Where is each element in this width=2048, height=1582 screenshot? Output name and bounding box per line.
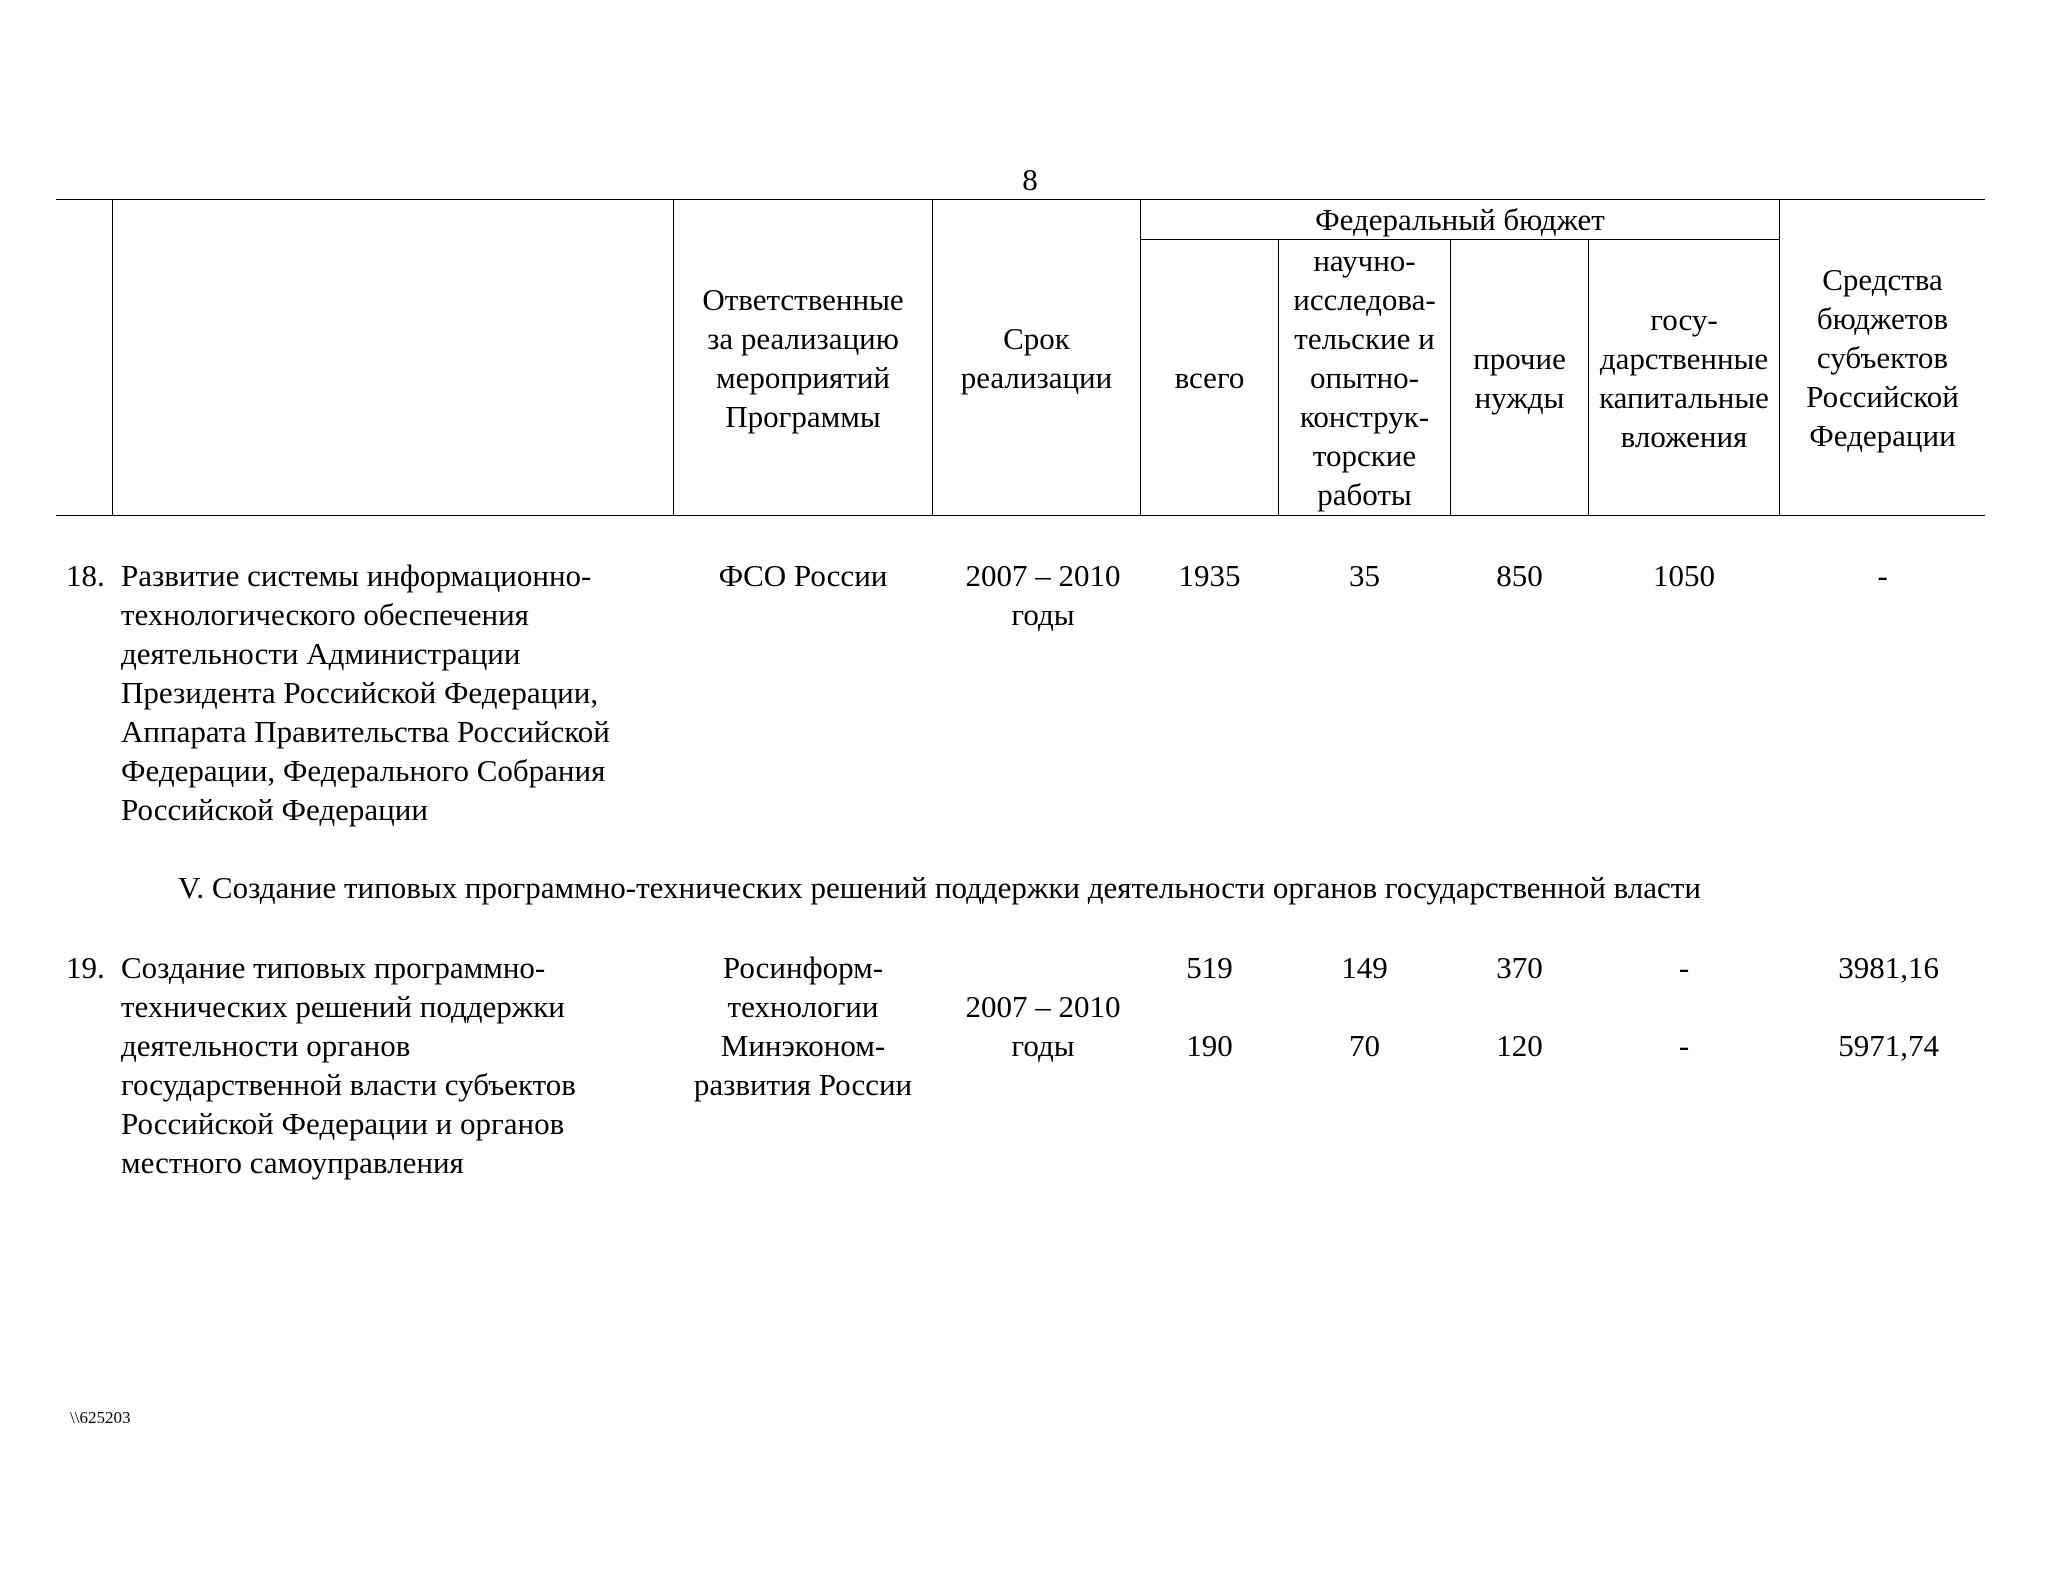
row-term bbox=[933, 556, 1153, 634]
row-total: 190 bbox=[1186, 1028, 1233, 1063]
page-number: 8 bbox=[1022, 162, 1038, 197]
row-capital: 1050 bbox=[1653, 558, 1715, 593]
header-federal-budget bbox=[1141, 200, 1779, 239]
row-responsible-line: ФСО России bbox=[718, 558, 888, 593]
header-total-label: всего bbox=[1174, 360, 1245, 395]
header-rnd-line: научно- bbox=[1313, 243, 1416, 278]
row-capital: - bbox=[1678, 950, 1690, 985]
header-responsible-line: Программы bbox=[725, 398, 881, 434]
row-regional: 5971,74 bbox=[1838, 1028, 1939, 1063]
row-name bbox=[121, 556, 610, 829]
header-regional-line: субъектов bbox=[1816, 340, 1949, 375]
row-rnd: 35 bbox=[1349, 558, 1380, 593]
header-regional bbox=[1780, 200, 1985, 515]
header-rnd-line: опытно- bbox=[1310, 360, 1419, 395]
header-term bbox=[933, 200, 1140, 515]
header-regional-line: бюджетов bbox=[1816, 301, 1949, 336]
section-heading: V. Создание типовых программно-технических решений поддержки деятельности органов государственной власти bbox=[178, 870, 1701, 905]
header-capital-line: госу- bbox=[1650, 301, 1718, 337]
row-total: 1935 bbox=[1178, 558, 1241, 593]
row-name-line: Создание типовых программно- bbox=[121, 950, 546, 985]
header-other-needs-line: нужды bbox=[1474, 379, 1565, 415]
row-name-line: Федерации, Федерального Собрания bbox=[121, 753, 606, 788]
row-term-line: 2007 – 2010 bbox=[965, 558, 1121, 593]
row-regional: - bbox=[1877, 558, 1888, 593]
row-responsible-line: Росинформ- bbox=[722, 950, 884, 985]
header-rnd bbox=[1279, 240, 1450, 515]
header-term-line: Срок bbox=[1003, 320, 1070, 356]
header-regional-line: Федерации bbox=[1809, 418, 1956, 453]
header-capital-line: дарственные bbox=[1599, 340, 1769, 376]
row-capital: - bbox=[1678, 1028, 1690, 1063]
row-rnd: 70 bbox=[1349, 1028, 1380, 1063]
row-term bbox=[933, 987, 1153, 1065]
row-responsible-line: Минэконом- bbox=[720, 1028, 886, 1063]
header-responsible-line: Ответственные bbox=[702, 281, 904, 317]
header-responsible-line: за реализацию bbox=[707, 320, 899, 356]
header-rnd-line: работы bbox=[1317, 477, 1412, 512]
header-rnd-line: исследова- bbox=[1293, 282, 1436, 317]
col-divider-1 bbox=[112, 199, 113, 515]
row-responsible-line: технологии bbox=[727, 989, 879, 1024]
row-name-line: деятельности органов bbox=[121, 1028, 411, 1063]
row-name-line: местного самоуправления bbox=[121, 1145, 464, 1180]
row-regional: 3981,16 bbox=[1838, 950, 1939, 985]
header-term-line: реализации bbox=[960, 359, 1113, 395]
row-term-line: годы bbox=[1011, 1028, 1075, 1063]
row-responsible bbox=[674, 556, 932, 595]
row-other: 370 bbox=[1496, 950, 1543, 985]
row-name-line: Российской Федерации и органов bbox=[121, 1106, 565, 1141]
row-responsible-line: развития России bbox=[693, 1067, 913, 1102]
row-other: 120 bbox=[1496, 1028, 1543, 1063]
header-capital-line: капитальные bbox=[1599, 379, 1769, 415]
row-name-line: технических решений поддержки bbox=[121, 989, 565, 1024]
row-term-line: годы bbox=[1011, 597, 1075, 632]
header-total bbox=[1141, 240, 1278, 515]
row-name bbox=[121, 948, 576, 1182]
row-name-line: Российской Федерации bbox=[121, 792, 428, 827]
row-term-line: 2007 – 2010 bbox=[965, 989, 1121, 1024]
header-capital-line: вложения bbox=[1620, 418, 1748, 454]
header-bottom-border bbox=[56, 515, 1985, 516]
row-name-line: деятельности Администрации bbox=[121, 636, 521, 671]
header-capital bbox=[1589, 240, 1779, 515]
header-other-needs-line: прочие bbox=[1473, 340, 1566, 376]
row-responsible bbox=[674, 948, 932, 1104]
row-name-line: государственной власти субъектов bbox=[121, 1067, 576, 1102]
header-regional-line: Средства bbox=[1822, 262, 1943, 297]
header-rnd-line: торские bbox=[1312, 438, 1417, 473]
header-rnd-line: тельские и bbox=[1294, 321, 1435, 356]
row-number: 18. bbox=[66, 558, 105, 593]
row-number: 19. bbox=[66, 950, 105, 985]
header-regional-line: Российской bbox=[1806, 379, 1959, 414]
row-other: 850 bbox=[1496, 558, 1543, 593]
row-rnd: 149 bbox=[1341, 950, 1388, 985]
row-name-line: Аппарата Правительства Российской bbox=[121, 714, 610, 749]
header-other-needs bbox=[1451, 240, 1588, 515]
document-code: \\625203 bbox=[70, 1408, 131, 1427]
row-name-line: Развитие системы информационно- bbox=[121, 558, 592, 593]
row-name-line: Президента Российской Федерации, bbox=[121, 675, 599, 710]
header-rnd-line: конструк- bbox=[1299, 399, 1430, 434]
row-name-line: технологического обеспечения bbox=[121, 597, 529, 632]
row-total: 519 bbox=[1186, 950, 1233, 985]
header-federal-budget-label: Федеральный бюджет bbox=[1315, 202, 1605, 237]
header-responsible bbox=[674, 200, 932, 515]
header-responsible-line: мероприятий bbox=[715, 359, 891, 395]
